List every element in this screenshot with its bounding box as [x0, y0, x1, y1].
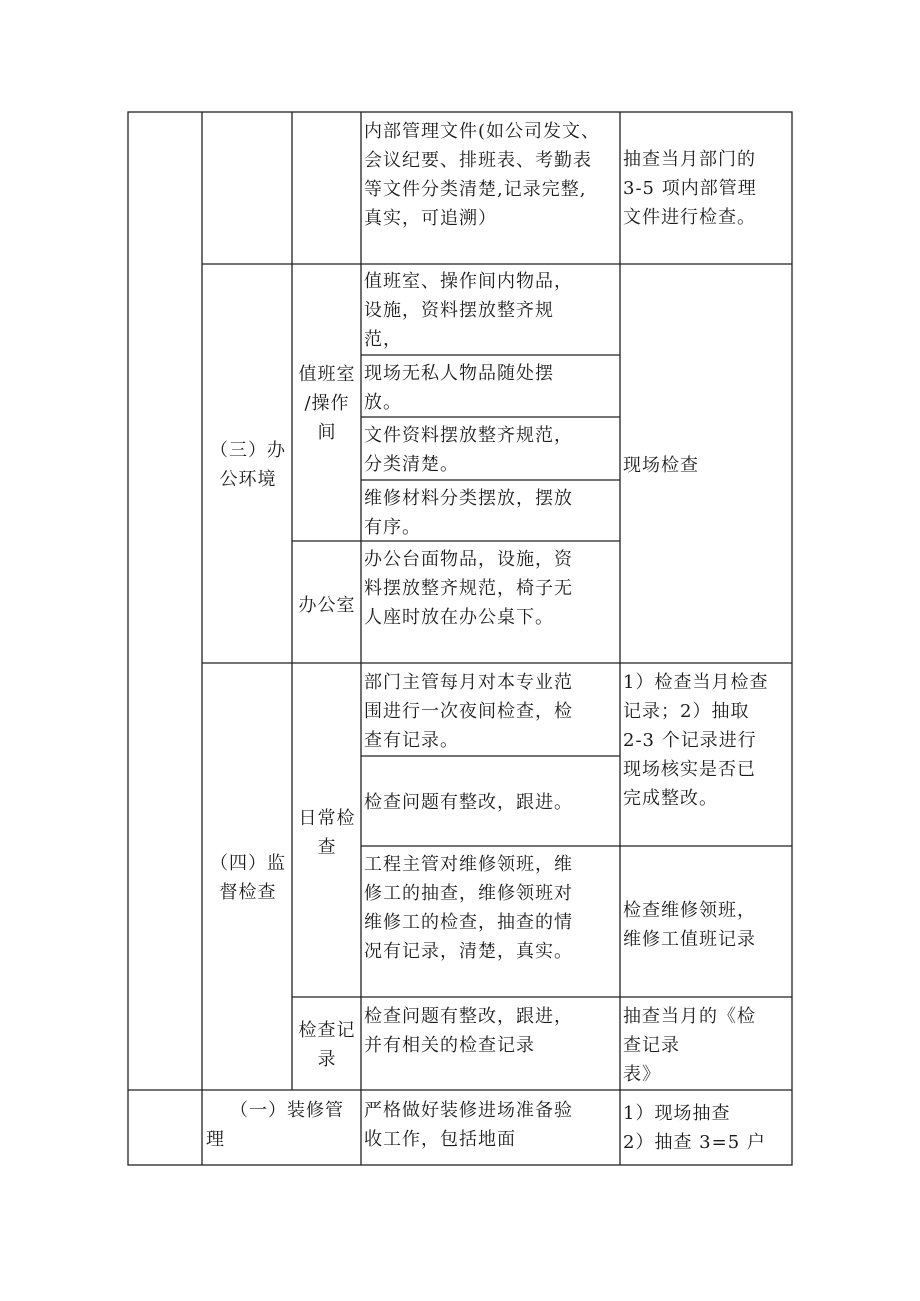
daily-check-label: 日常检 查 — [298, 808, 356, 858]
renovation-method: 1）现场抽查 2）抽查 3=5 户 — [623, 1103, 766, 1153]
daily-method-1: 1）检查当月检查 记录；2）抽取 2-3 个记录进行 现场核实是否已 完成整改。 — [623, 672, 769, 809]
office-env-category: （三）办 公环境 — [210, 440, 286, 490]
office-item: 办公台面物品，设施，资 料摆放整齐规范，椅子无 人座时放在办公桌下。 — [364, 549, 573, 628]
duty-item-4: 维修材料分类摆放，摆放 有序。 — [364, 488, 573, 538]
renovation-item: 严格做好装修进场准备验 收工作，包括地面 — [364, 1100, 573, 1150]
duty-item-1: 值班室、操作间内物品， 设施，资料摆放整齐规 范， — [364, 271, 573, 350]
check-record-label: 检查记 录 — [298, 1020, 356, 1070]
internal-docs-standard: 内部管理文件(如公司发文、 会议纪要、排班表、考勤表 等文件分类清楚,记录完整, 真实，可追溯） — [364, 121, 601, 229]
daily-item-2: 检查问题有整改，跟进。 — [364, 792, 573, 813]
daily-method-2: 检查维修领班， 维修工值班记录 — [623, 900, 756, 950]
renovation-category: （一）装修管 理 — [206, 1100, 344, 1150]
daily-item-1: 部门主管每月对本专业范 围进行一次夜间检查，检 查有记录。 — [364, 672, 573, 751]
check-record-method: 抽查当月的《检 查记录 表》 — [623, 1006, 756, 1085]
check-record-item: 检查问题有整改，跟进， 并有相关的检查记录 — [364, 1006, 573, 1056]
office-label: 办公室 — [298, 595, 356, 616]
duty-room-label: 值班室 /操作 间 — [298, 364, 356, 443]
daily-item-3: 工程主管对维修领班，维 修工的抽查，维修领班对 维修工的检查，抽查的情 况有记录，清楚，真实。 — [364, 854, 573, 962]
office-env-method: 现场检查 — [623, 455, 699, 476]
internal-docs-method: 抽查当月部门的 3-5 项内部管理 文件进行检查。 — [623, 149, 757, 228]
duty-item-3: 文件资料摆放整齐规范， 分类清楚。 — [364, 425, 573, 475]
supervision-category: （四）监 督检查 — [210, 853, 286, 903]
duty-item-2: 现场无私人物品随处摆 放。 — [364, 363, 554, 413]
